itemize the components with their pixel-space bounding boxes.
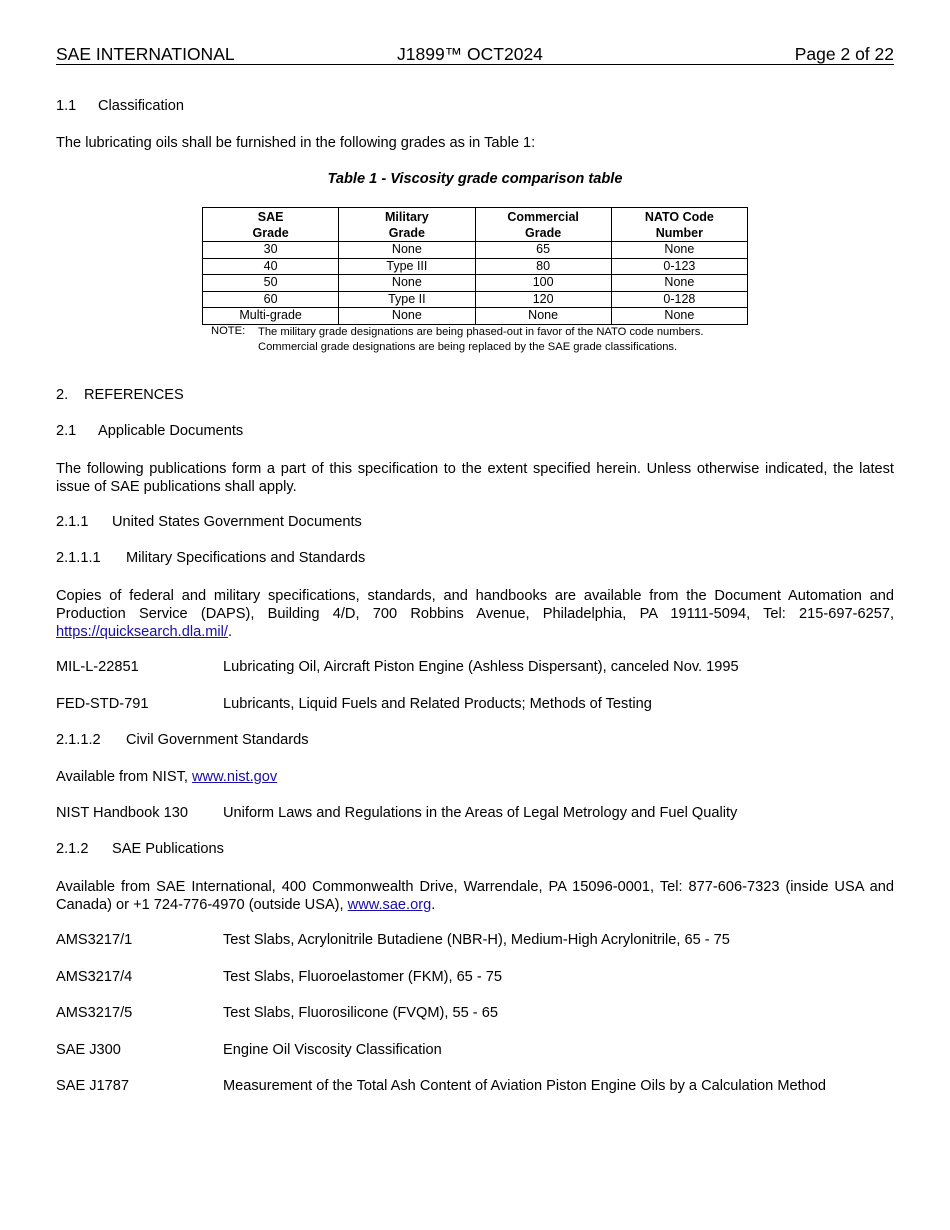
table-cell: None [611,308,747,325]
reference-id: AMS3217/5 [56,1005,133,1021]
table-cell: 0-123 [611,258,747,275]
header-commercial-grade: Commercial Grade [475,208,611,242]
table-cell: None [339,242,475,259]
reference-title: Engine Oil Viscosity Classification [223,1042,442,1058]
section-number: 2.1.1.1 [56,550,101,566]
table-cell: Type II [339,291,475,308]
table-cell: 30 [203,242,339,259]
table-row [203,242,748,259]
section-title: Military Specifications and Standards [126,550,366,566]
table-cell: 120 [475,291,611,308]
reference-title: Uniform Laws and Regulations in the Areas of Legal Metrology and Fuel Quality [223,805,738,821]
section-title: SAE Publications [112,841,224,857]
dla-quicksearch-link[interactable]: https://quicksearch.dla.mil/ [56,624,228,640]
intro-paragraph: The lubricating oils shall be furnished in the following grades as in Table 1: [56,135,536,151]
section-title: REFERENCES [84,387,184,403]
sae-link[interactable]: www.sae.org [347,897,432,913]
table-cell: 50 [203,275,339,292]
section-title: United States Government Documents [112,514,362,530]
reference-title: Test Slabs, Acrylonitrile Butadiene (NBR-H), Medium-High Acrylonitrile, 65 - 75 [223,932,730,948]
header-sae-grade: SAE Grade [203,208,339,242]
table-note-label: NOTE: [211,325,246,337]
reference-id: SAE J1787 [56,1078,130,1094]
reference-id: AMS3217/1 [56,932,133,948]
table-cell: None [339,308,475,325]
reference-title: Test Slabs, Fluoroelastomer (FKM), 65 - 75 [223,969,502,985]
reference-title: Lubricating Oil, Aircraft Piston Engine (Ashless Dispersant), canceled Nov. 1995 [223,659,739,675]
section-2-heading [56,387,184,403]
section-title: Applicable Documents [98,423,244,439]
section-number: 2.1 [56,423,77,439]
reference-title: Lubricants, Liquid Fuels and Related Products; Methods of Testing [223,696,652,712]
reference-id: AMS3217/4 [56,969,133,985]
table-cell: 0-128 [611,291,747,308]
table-cell: None [475,308,611,325]
section-2-1-1-heading [56,514,362,530]
table-row [203,275,748,292]
reference-id: SAE J300 [56,1042,121,1058]
header-page-number: Page 2 of 22 [794,44,894,64]
section-number: 2. [56,387,69,403]
applicable-documents-paragraph: The following publications form a part of this specification to the extent specified herein. Unless otherwise indicated, the latest issue of SAE publications shall apply. [56,461,894,495]
table-cell: None [339,275,475,292]
section-title: Classification [98,98,184,114]
table-cell: 60 [203,291,339,308]
table-cell: None [611,242,747,259]
reference-title: Measurement of the Total Ash Content of Aviation Piston Engine Oils by a Calculation Method [223,1078,827,1094]
reference-id: NIST Handbook 130 [56,805,188,821]
section-number: 2.1.2 [56,841,89,857]
table-row [203,291,748,308]
section-1-1-heading [56,98,184,114]
sae-availability-paragraph: Available from SAE International, 400 Commonwealth Drive, Warrendale, PA 15096-0001, Tel: 877-606-7323 (inside USA and Canada) or +1 724-776-4970 (outside USA), www.sae.org. [56,879,894,913]
page-header [56,44,894,65]
header-publisher: SAE INTERNATIONAL [56,44,235,64]
section-number: 1.1 [56,98,77,114]
section-2-1-2-heading [56,841,224,857]
table-row [203,258,748,275]
reference-title: Test Slabs, Fluorosilicone (FVQM), 55 - 65 [223,1005,498,1021]
section-2-1-1-2-heading [56,732,309,748]
table-cell: 40 [203,258,339,275]
table-row [203,308,748,325]
table-header-row [203,208,748,242]
military-specs-paragraph: Copies of federal and military specifications, standards, and handbooks are available from the Document Automation and Production Service (DAPS), Building 4/D, 700 Robbins Avenue, Philadelphia, PA 19111-5094, Tel: 215-697-6257, https://quicksearch.dla.mil/. [56,588,894,640]
viscosity-grade-table [202,207,748,325]
header-military-grade: Military Grade [339,208,475,242]
section-2-1-1-1-heading [56,550,366,566]
header-nato-code: NATO Code Number [611,208,747,242]
reference-id: MIL-L-22851 [56,659,139,675]
table-cell: None [611,275,747,292]
table-caption: Table 1 - Viscosity grade comparison table [327,171,623,187]
section-number: 2.1.1.2 [56,732,101,748]
table-cell: Type III [339,258,475,275]
section-2-1-heading [56,423,244,439]
table-note-text: The military grade designations are being phased-out in favor of the NATO code numbers. Commercial grade designations are being replaced by the SAE grade classifications. [258,326,704,353]
nist-availability: Available from NIST, www.nist.gov [56,769,278,785]
table-cell: 65 [475,242,611,259]
table-cell: 80 [475,258,611,275]
table-cell: Multi-grade [203,308,339,325]
section-title: Civil Government Standards [126,732,309,748]
nist-link[interactable]: www.nist.gov [192,769,278,785]
header-doc-id: J1899™ OCT2024 [397,44,543,64]
reference-id: FED-STD-791 [56,696,149,712]
table-cell: 100 [475,275,611,292]
section-number: 2.1.1 [56,514,89,530]
